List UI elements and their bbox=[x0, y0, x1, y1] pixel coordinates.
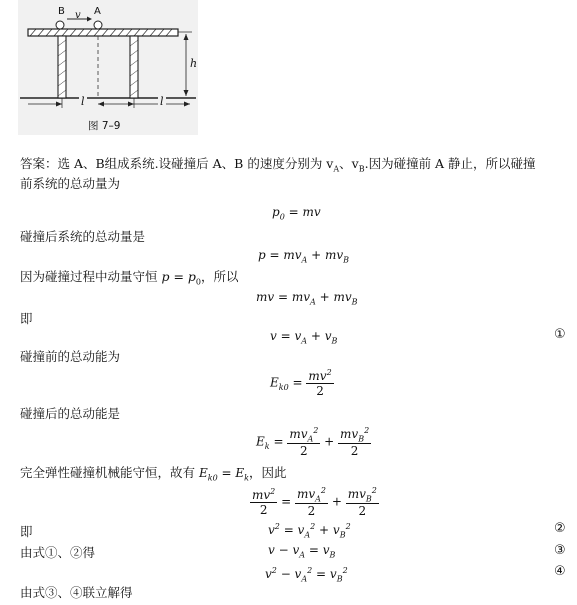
text-ke-after: 碰撞后的总动能是 bbox=[20, 406, 121, 421]
marker-1: ① bbox=[554, 327, 566, 342]
figure-7-9 bbox=[18, 0, 198, 135]
eq-3: $v - v_A = v_B$ bbox=[268, 543, 336, 560]
text-after-total-momentum: 碰撞后系统的总动量是 bbox=[20, 229, 146, 244]
text-from-3-4: 由式③、④联立解得 bbox=[20, 585, 133, 600]
eq-ek: $E_k$ = $\frac{mv_A^2}{2}$ + $\frac{mv_B^2}{2}$ bbox=[256, 426, 370, 459]
eq-1: $v = v_A + v_B$ bbox=[270, 329, 338, 346]
marker-2: ② bbox=[554, 521, 566, 536]
eq-4: $v^2 - v_A^2 = v_B^2$ bbox=[265, 566, 348, 584]
eq-ek0: $E_{k0}$ = $\frac{mv^2}{2}$ bbox=[270, 368, 332, 398]
eq-ek0-ek-inline: $E_{k0} = E_k$ bbox=[198, 466, 249, 483]
label-l-right: l bbox=[160, 95, 164, 108]
intro-line-1: 答案：选 A、B组成系统.设碰撞后 A、B 的速度分别为 $v_A$、$v_B$.因为碰撞前 A 静止，所以碰撞 bbox=[20, 156, 536, 174]
label-v: v bbox=[75, 10, 81, 21]
velocity-arrow-head bbox=[87, 17, 92, 22]
label-b: B bbox=[58, 6, 65, 17]
text-ji-2: 即 bbox=[20, 524, 33, 539]
text-from-1-2: 由式①、②得 bbox=[20, 545, 96, 560]
ball-b bbox=[56, 21, 64, 29]
label-l-left: l bbox=[81, 95, 85, 108]
marker-4: ④ bbox=[554, 564, 566, 579]
figure-caption: 图 7–9 bbox=[88, 120, 121, 132]
label-h: h bbox=[190, 57, 198, 70]
eq-p0: $p_0$ = mv bbox=[272, 205, 321, 222]
eq-momentum: mv = $mv_A + mv_B$ bbox=[256, 290, 358, 307]
text-ke-before: 碰撞前的总动能为 bbox=[20, 349, 121, 364]
ball-a bbox=[94, 21, 102, 29]
label-a: A bbox=[94, 6, 101, 17]
text-ji-1: 即 bbox=[20, 311, 33, 326]
text-conservation: 因为碰撞过程中动量守恒 $p = p_0$，所以 bbox=[20, 269, 239, 287]
intro-line-2: 前系统的总动量为 bbox=[20, 176, 121, 191]
eq-energy: $\frac{mv^2}{2}$ = $\frac{mv_A^2}{2}$ + $\frac{mv_B^2}{2}$ bbox=[252, 486, 377, 519]
text-elastic: 完全弹性碰撞机械能守恒，故有 $E_{k0} = E_k$，因此 bbox=[20, 465, 287, 483]
bleed-through bbox=[180, 214, 183, 224]
eq-p-after: $p = mv_A + mv_B$ bbox=[258, 248, 350, 265]
eq-2: $v^2 = v_A^2 + v_B^2$ bbox=[268, 522, 351, 540]
figure-diagram bbox=[18, 0, 198, 135]
marker-3: ③ bbox=[554, 543, 566, 558]
